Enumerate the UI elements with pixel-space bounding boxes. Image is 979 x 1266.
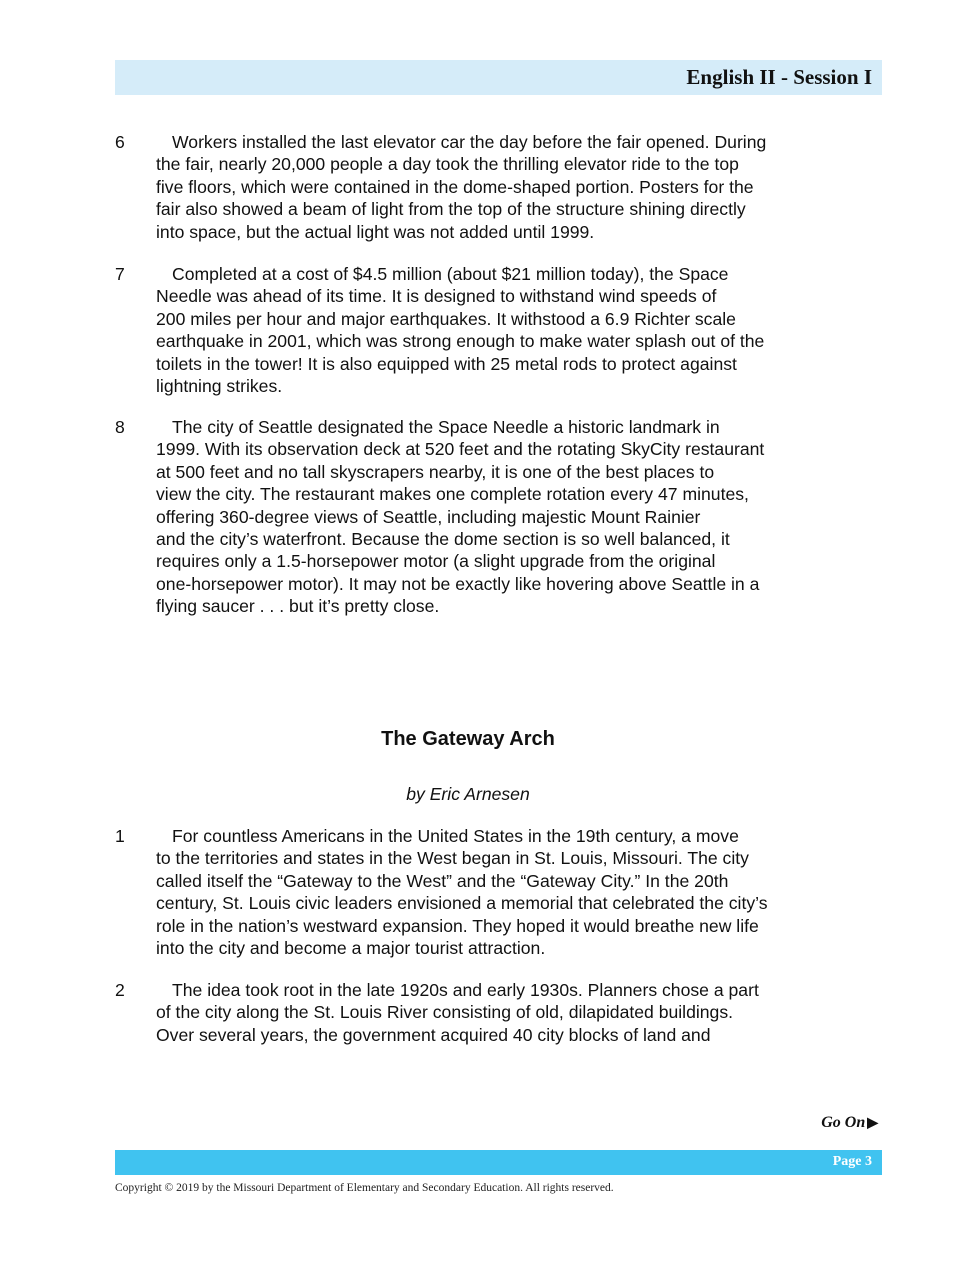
paragraph-line: flying saucer . . . but it’s pretty close. [156, 596, 440, 617]
paragraph-line: The idea took root in the late 1920s and early 1930s. Planners chose a part [172, 980, 759, 1000]
paragraph-line: Workers installed the last elevator car the day before the fair opened. During [172, 132, 767, 152]
paragraph-body [156, 825, 835, 959]
paragraph-line: toilets in the tower! It is also equipped with 25 metal rods to protect against [156, 353, 737, 374]
paragraph-line: of the city along the St. Louis River consisting of old, dilapidated buildings. [156, 1002, 734, 1023]
paragraph-line: century, St. Louis civic leaders envisioned a memorial that celebrated the city’s [156, 893, 768, 914]
article-byline: by Eric Arnesen [406, 784, 530, 804]
paragraph-line: called itself the “Gateway to the West” and the “Gateway City.” In the 20th [156, 870, 729, 891]
paragraph-line: at 500 feet and no tall skyscrapers nearby, it is one of the best places to [156, 461, 715, 482]
paragraph-number: 7 [115, 264, 125, 284]
paragraph-line: earthquake in 2001, which was strong enough to make water splash out of the [156, 331, 765, 352]
paragraph-number: 2 [115, 980, 125, 1000]
session-title: English II - Session I [686, 65, 872, 89]
paragraph-line: lightning strikes. [156, 376, 283, 397]
go-on-label: Go On [821, 1114, 866, 1131]
paragraph-body [156, 263, 835, 397]
paragraph-line: 1999. With its observation deck at 520 feet and the rotating SkyCity restaurant [156, 439, 765, 460]
paragraph-line: into the city and become a major tourist attraction. [156, 938, 546, 959]
article-title: The Gateway Arch [381, 728, 555, 750]
session-header-band [115, 60, 882, 95]
paragraph-line: offering 360-degree views of Seattle, including majestic Mount Rainier [156, 506, 701, 527]
paragraph-line: role in the nation’s westward expansion. They hoped it would breathe new life [156, 915, 759, 936]
paragraph-line: 200 miles per hour and major earthquakes. It withstood a 6.9 Richter scale [156, 308, 736, 329]
paragraph-line: to the territories and states in the West began in St. Louis, Missouri. The city [156, 848, 749, 869]
copyright-notice: Copyright © 2019 by the Missouri Department of Elementary and Secondary Education. All rights reserved. [115, 1182, 614, 1194]
paragraph-6 [115, 131, 835, 243]
paragraph-body [156, 979, 835, 1046]
paragraph-1 [115, 825, 835, 959]
paragraph-7 [115, 263, 835, 397]
paragraph-line: into space, but the actual light was not added until 1999. [156, 221, 595, 242]
paragraph-line: view the city. The restaurant makes one complete rotation every 47 minutes, [156, 484, 749, 505]
paragraph-number: 8 [115, 417, 125, 437]
paragraph-body [156, 416, 835, 618]
paragraph-line: requires only a 1.5-horsepower motor (a slight upgrade from the original [156, 551, 716, 572]
paragraph-line: The city of Seattle designated the Space Needle a historic landmark in [172, 417, 720, 437]
paragraph-line: the fair, nearly 20,000 people a day took the thrilling elevator ride to the top [156, 154, 739, 175]
paragraph-2 [115, 979, 835, 1046]
paragraph-body [156, 131, 835, 243]
paragraph-line: five floors, which were contained in the dome-shaped portion. Posters for the [156, 176, 754, 197]
paragraph-line: one-horsepower motor). It may not be exactly like hovering above Seattle in a [156, 573, 760, 594]
paragraph-line: For countless Americans in the United States in the 19th century, a move [172, 826, 739, 846]
footer-band [115, 1150, 882, 1175]
paragraph-line: fair also showed a beam of light from the top of the structure shining directly [156, 199, 746, 220]
paragraph-line: and the city’s waterfront. Because the dome section is so well balanced, it [156, 529, 730, 550]
right-triangle-icon: ▶ [867, 1116, 878, 1131]
page-number: Page 3 [832, 1154, 872, 1169]
paragraph-number: 1 [115, 826, 125, 846]
paragraph-number: 6 [115, 132, 125, 152]
paragraph-line: Needle was ahead of its time. It is designed to withstand wind speeds of [156, 286, 717, 307]
paragraph-line: Over several years, the government acquired 40 city blocks of land and [156, 1024, 711, 1045]
go-on-indicator [821, 1114, 878, 1132]
paragraph-8 [115, 416, 835, 618]
paragraph-line: Completed at a cost of $4.5 million (about $21 million today), the Space [172, 264, 729, 284]
